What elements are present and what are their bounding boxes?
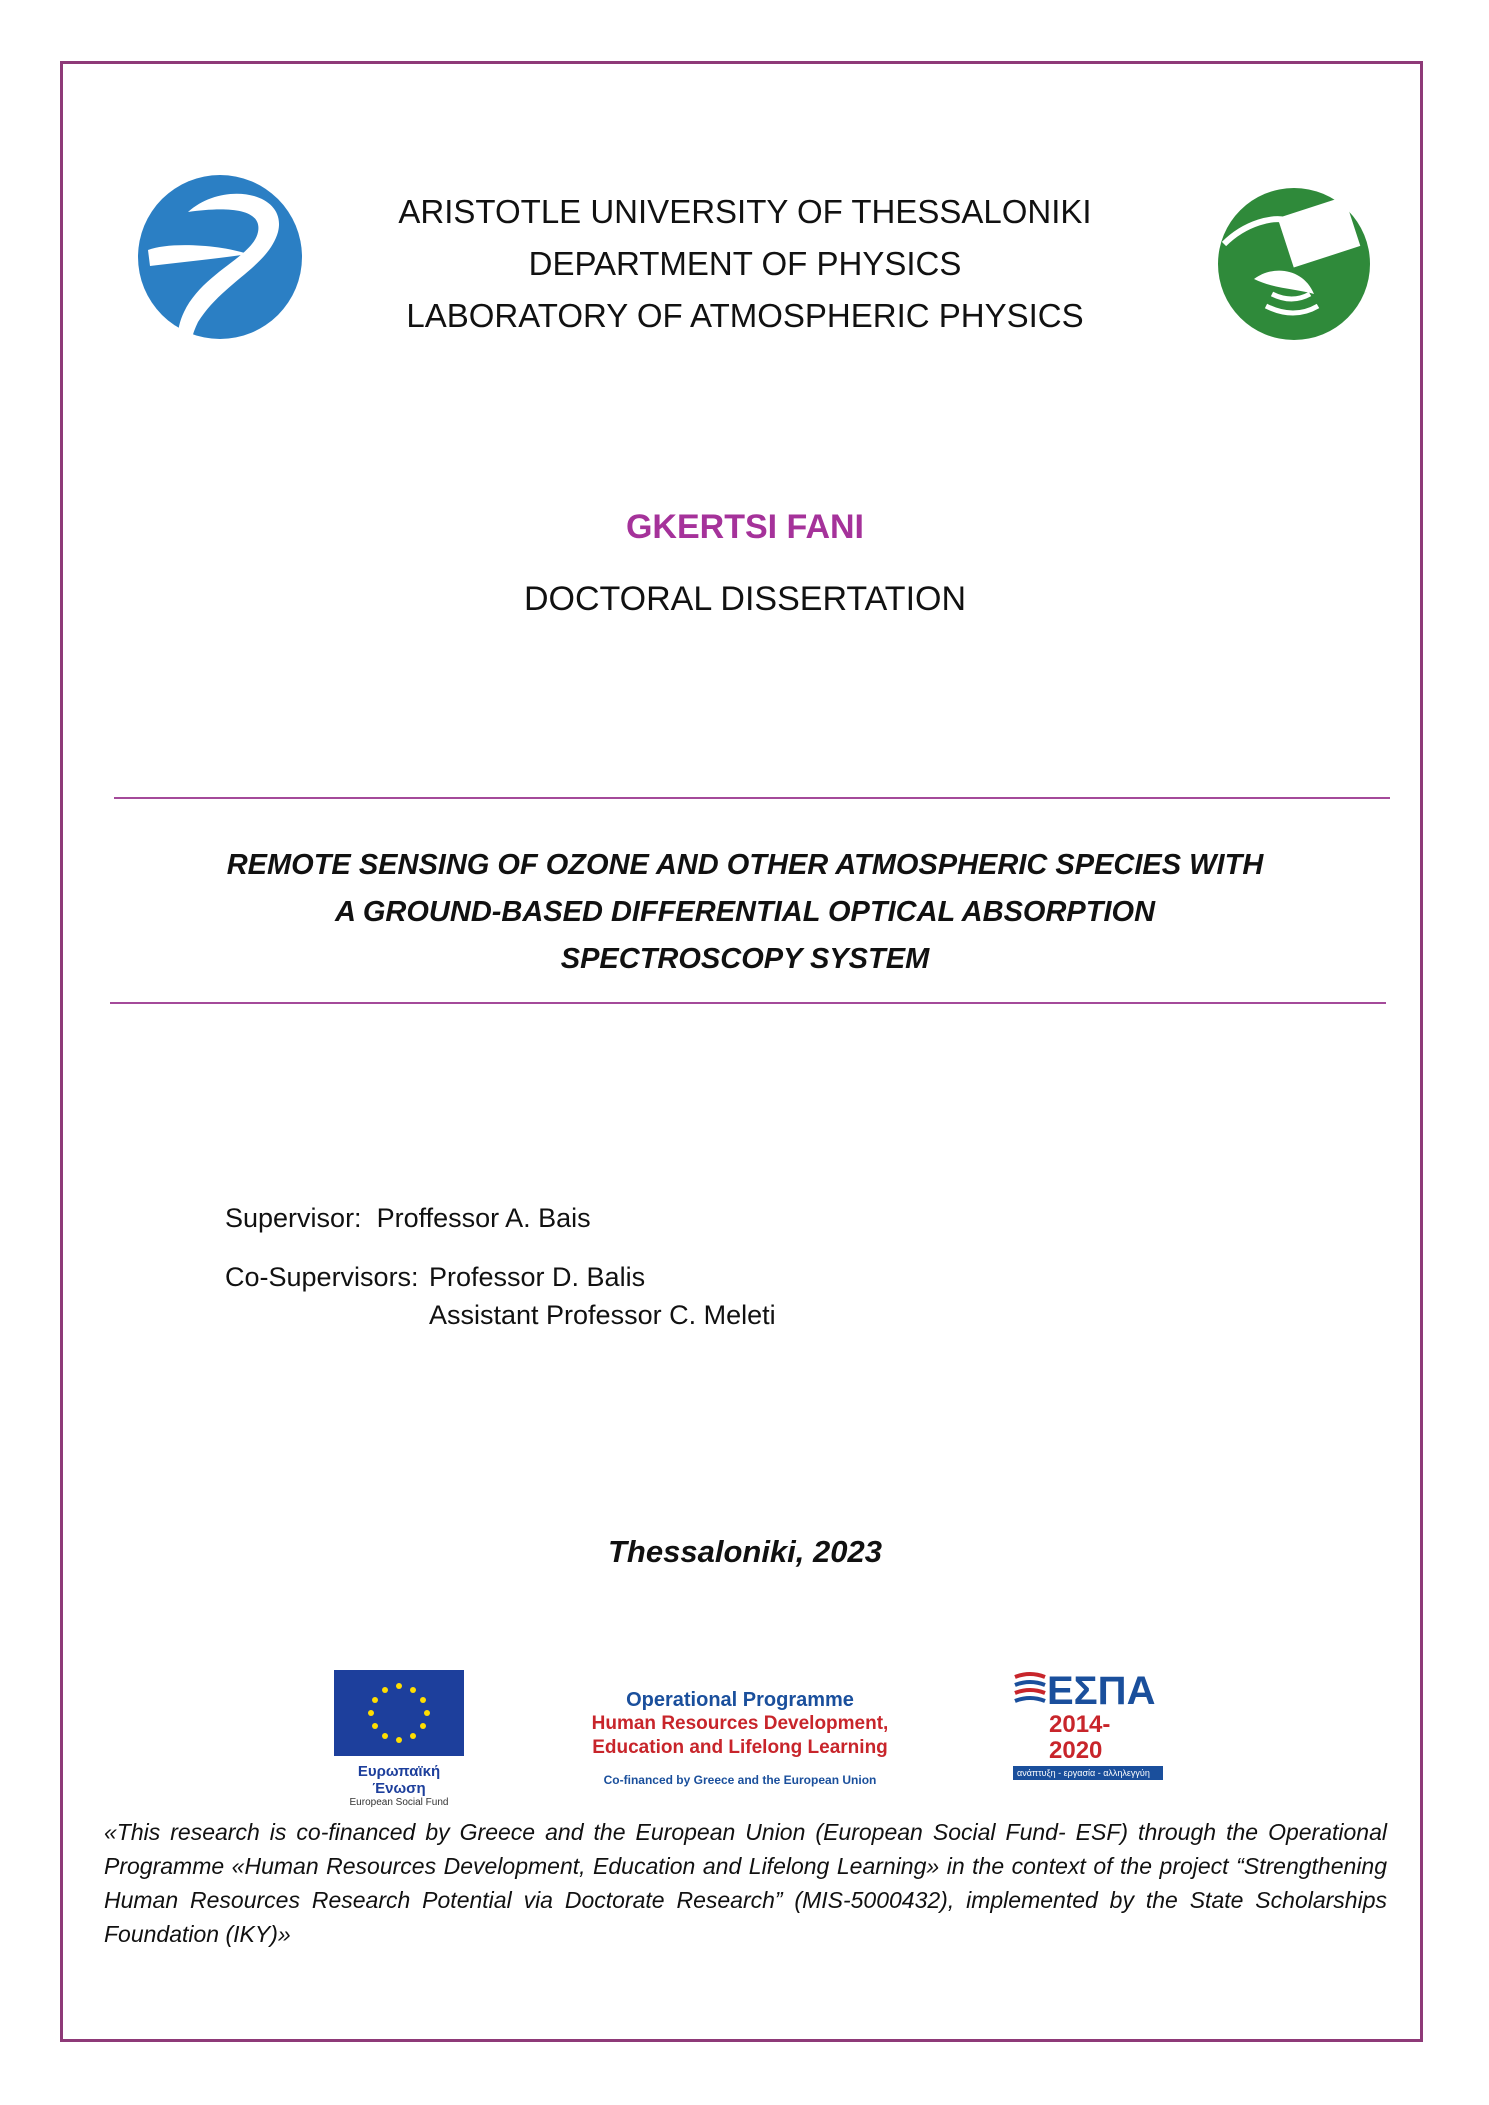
operational-programme-logo [580, 1688, 900, 1792]
title-bottom-rule [110, 1002, 1386, 1004]
acknowledgement-text: «This research is co-financed by Greece and the European Union (European Social Fund- ESF) through the Operational Programme «Human Resources Development, Education and Lifelong Learning» in the context of the project “Strengthening Human Resources Research Potential via Doctorate Research” (MIS-5000432), implemented by the State Scholarships Foundation (IKY)» [104, 1819, 1387, 1947]
op-line-1: Operational Programme [626, 1689, 854, 1711]
cosupervisor-1: Professor D. Balis [429, 1262, 646, 1292]
espa-years: 2014-2020 [1049, 1711, 1111, 1764]
title-line-2: A GROUND-BASED DIFFERENTIAL OPTICAL ABSORPTION [334, 896, 1156, 928]
eu-logo [333, 1670, 465, 1808]
eu-flag-icon [334, 1670, 464, 1756]
op-line-3: Education and Lifelong Learning [592, 1737, 888, 1758]
document-type: DOCTORAL DISSERTATION [523, 580, 967, 618]
espa-logo [1013, 1670, 1163, 1780]
eu-name: Ευρωπαϊκή Ένωση [357, 1763, 441, 1797]
author-name: GKERTSI FANI [625, 508, 865, 546]
place-and-year: Thessaloniki, 2023 [608, 1534, 882, 1569]
op-line-4: Co-financed by Greece and the European Union [603, 1773, 877, 1787]
university-name: ARISTOTLE UNIVERSITY OF THESSALONIKI [398, 193, 1092, 230]
dissertation-title [150, 842, 1340, 983]
supervisor-name: Proffessor A. Bais [376, 1203, 591, 1233]
espa-motto: ανάπτυξη - εργασία - αλληλεγγύη [1013, 1766, 1163, 1780]
university-logo-icon [128, 172, 308, 384]
laboratory-logo-icon [1214, 184, 1374, 344]
op-line-2: Human Resources Development, [591, 1713, 889, 1734]
institution-header [330, 186, 1160, 342]
espa-name: ΕΣΠΑ [1047, 1669, 1156, 1713]
supervisor-row [225, 1199, 591, 1237]
cosupervisors-label: Co-Supervisors: [225, 1262, 419, 1292]
laboratory-name: LABORATORY OF ATMOSPHERIC PHYSICS [406, 297, 1084, 334]
espa-stripes-icon [1013, 1671, 1047, 1711]
cosupervisor-2: Assistant Professor C. Meleti [429, 1300, 776, 1330]
eu-fund: European Social Fund [349, 1797, 449, 1808]
funding-acknowledgement [104, 1815, 1387, 1951]
title-line-1: REMOTE SENSING OF OZONE AND OTHER ATMOSPHERIC SPECIES WITH [226, 849, 1264, 881]
title-top-rule [114, 797, 1390, 799]
title-line-3: SPECTROSCOPY SYSTEM [560, 943, 930, 975]
supervisor-label: Supervisor: [225, 1203, 362, 1233]
department-name: DEPARTMENT OF PHYSICS [528, 245, 962, 282]
